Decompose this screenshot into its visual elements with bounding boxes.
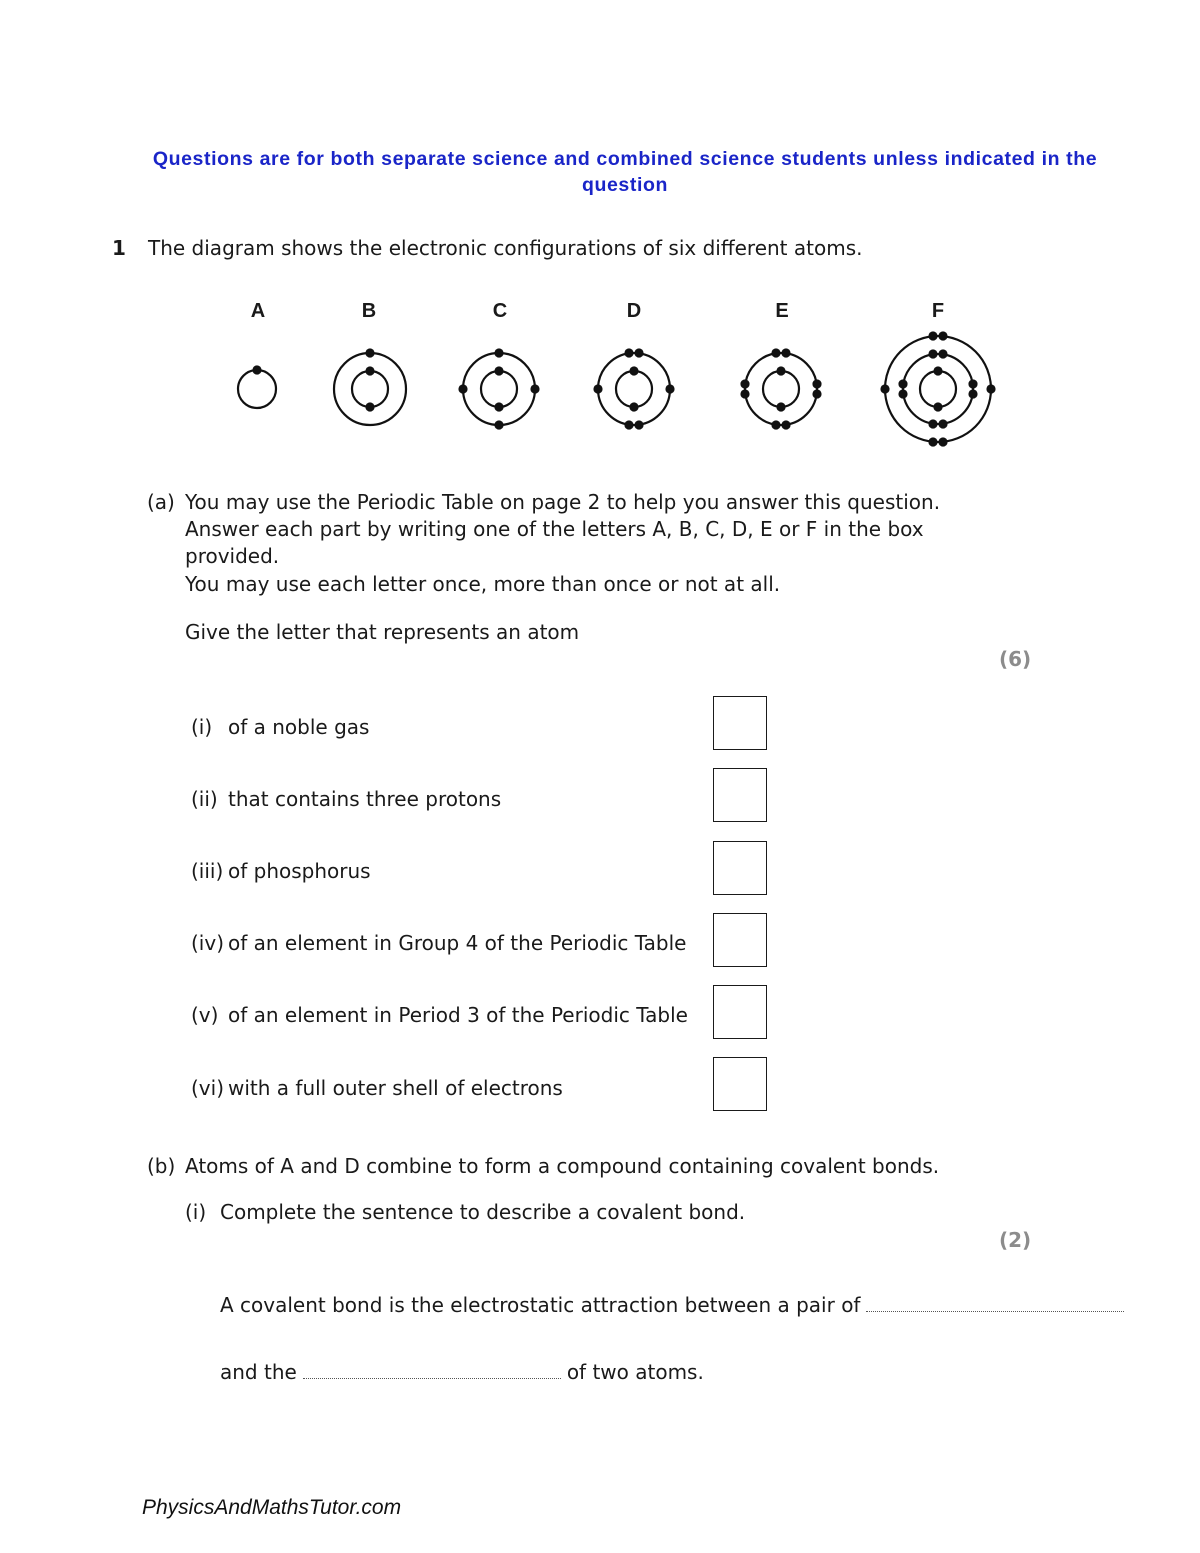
- atom-f-electron: [928, 419, 937, 428]
- atom-f-electron: [933, 366, 942, 375]
- answer-box-iii[interactable]: [713, 841, 767, 895]
- atom-e-electron: [812, 379, 821, 388]
- atom-c-electron: [494, 366, 503, 375]
- atom-f-electron: [968, 379, 977, 388]
- atom-e-electron: [776, 402, 785, 411]
- atom-f-electron: [938, 331, 947, 340]
- atom-a-electron: [252, 365, 261, 374]
- atom-label-b: B: [361, 300, 377, 322]
- part-a-line-4: You may use each letter once, more than once or not at all.: [185, 572, 781, 596]
- atom-d-electron: [665, 384, 674, 393]
- atom-e-shell-1: [763, 371, 799, 407]
- part-b-label: (b): [147, 1154, 176, 1178]
- question-number: 1: [112, 236, 126, 260]
- atom-e-electron: [781, 348, 790, 357]
- part-a-label: (a): [147, 490, 175, 514]
- answer-box-vi[interactable]: [713, 1057, 767, 1111]
- atom-label-f: F: [931, 300, 945, 322]
- atom-b-electron: [365, 402, 374, 411]
- atom-f-shell-3: [885, 336, 991, 442]
- atom-c-electron: [530, 384, 539, 393]
- answer-box-ii[interactable]: [713, 768, 767, 822]
- atom-f-electron: [986, 384, 995, 393]
- part-a-line-2: Answer each part by writing one of the letters A, B, C, D, E or F in the box: [185, 517, 924, 541]
- atom-c-electron: [494, 348, 503, 357]
- sentence-mid: and the: [220, 1360, 297, 1384]
- item-vi-num: (vi): [191, 1076, 224, 1100]
- atom-d-electron: [634, 420, 643, 429]
- atom-b-electron: [365, 348, 374, 357]
- atom-a-shell-1: [238, 370, 276, 408]
- atom-c-shell-1: [481, 371, 517, 407]
- item-i-num: (i): [191, 715, 213, 739]
- atom-c-shell-2: [463, 353, 535, 425]
- atom-f-electron: [880, 384, 889, 393]
- atom-d-electron: [629, 402, 638, 411]
- atom-f-electron: [928, 437, 937, 446]
- part-b-i-marks: (2): [999, 1228, 1032, 1252]
- atom-e-electron: [812, 389, 821, 398]
- atom-diagrams: [0, 0, 1200, 470]
- atom-e-electron: [740, 379, 749, 388]
- atom-label-d: D: [626, 300, 642, 322]
- item-v-num: (v): [191, 1003, 219, 1027]
- part-b-stem: Atoms of A and D combine to form a compound containing covalent bonds.: [185, 1154, 940, 1178]
- item-iv-text: of an element in Group 4 of the Periodic Table: [228, 931, 687, 955]
- atom-f-electron: [938, 419, 947, 428]
- atom-c-electron: [494, 420, 503, 429]
- atom-e-electron: [740, 389, 749, 398]
- atom-b-electron: [365, 366, 374, 375]
- atom-f-shell-1: [920, 371, 956, 407]
- atom-f-electron: [938, 349, 947, 358]
- part-a-line-1: You may use the Periodic Table on page 2 to help you answer this question.: [185, 490, 941, 514]
- atom-e-electron: [781, 420, 790, 429]
- part-a-prompt: Give the letter that represents an atom: [185, 620, 580, 644]
- atom-f-shell-2: [903, 354, 973, 424]
- atom-label-e: E: [775, 300, 789, 322]
- part-b-i-num: (i): [185, 1200, 207, 1224]
- atom-e-electron: [771, 348, 780, 357]
- question-stem: The diagram shows the electronic configurations of six different atoms.: [148, 236, 863, 260]
- sentence-end: of two atoms.: [566, 1360, 704, 1384]
- part-b-i-text: Complete the sentence to describe a covalent bond.: [220, 1200, 746, 1224]
- answer-line-2[interactable]: [303, 1360, 561, 1379]
- sentence-line-2: [220, 1359, 704, 1386]
- atom-d-shell-1: [616, 371, 652, 407]
- atom-c-electron: [458, 384, 467, 393]
- sentence-start: A covalent bond is the electrostatic attraction between a pair of: [220, 1293, 861, 1317]
- item-iv-num: (iv): [191, 931, 224, 955]
- item-i-text: of a noble gas: [228, 715, 370, 739]
- atom-b-shell-1: [352, 371, 388, 407]
- atom-f-electron: [928, 331, 937, 340]
- answer-line-1[interactable]: [866, 1293, 1124, 1312]
- atom-d-electron: [593, 384, 602, 393]
- part-a-marks: (6): [999, 647, 1032, 671]
- atom-d-electron: [624, 348, 633, 357]
- footer-watermark: PhysicsAndMathsTutor.com: [142, 1496, 402, 1519]
- atom-d-electron: [629, 366, 638, 375]
- atom-f-electron: [968, 389, 977, 398]
- answer-box-i[interactable]: [713, 696, 767, 750]
- sentence-line-1: [220, 1292, 1130, 1319]
- atom-e-electron: [776, 366, 785, 375]
- atom-f-electron: [933, 402, 942, 411]
- atom-label-c: C: [492, 300, 508, 322]
- atom-c-electron: [494, 402, 503, 411]
- item-ii-num: (ii): [191, 787, 218, 811]
- atom-f-electron: [898, 389, 907, 398]
- atom-label-a: A: [250, 300, 266, 322]
- part-a-line-3: provided.: [185, 544, 280, 568]
- atom-e-shell-2: [745, 353, 817, 425]
- answer-box-v[interactable]: [713, 985, 767, 1039]
- answer-box-iv[interactable]: [713, 913, 767, 967]
- atom-d-electron: [624, 420, 633, 429]
- item-v-text: of an element in Period 3 of the Periodic Table: [228, 1003, 688, 1027]
- atom-e-electron: [771, 420, 780, 429]
- atom-f-electron: [898, 379, 907, 388]
- atom-d-electron: [634, 348, 643, 357]
- atom-b-shell-2: [334, 353, 406, 425]
- atom-d-shell-2: [598, 353, 670, 425]
- section-notice: Questions are for both separate science and combined science students unless indicated in the question: [152, 148, 1098, 196]
- item-iii-text: of phosphorus: [228, 859, 371, 883]
- item-ii-text: that contains three protons: [228, 787, 502, 811]
- item-vi-text: with a full outer shell of electrons: [228, 1076, 563, 1100]
- atom-f-electron: [928, 349, 937, 358]
- atom-f-electron: [938, 437, 947, 446]
- item-iii-num: (iii): [191, 859, 224, 883]
